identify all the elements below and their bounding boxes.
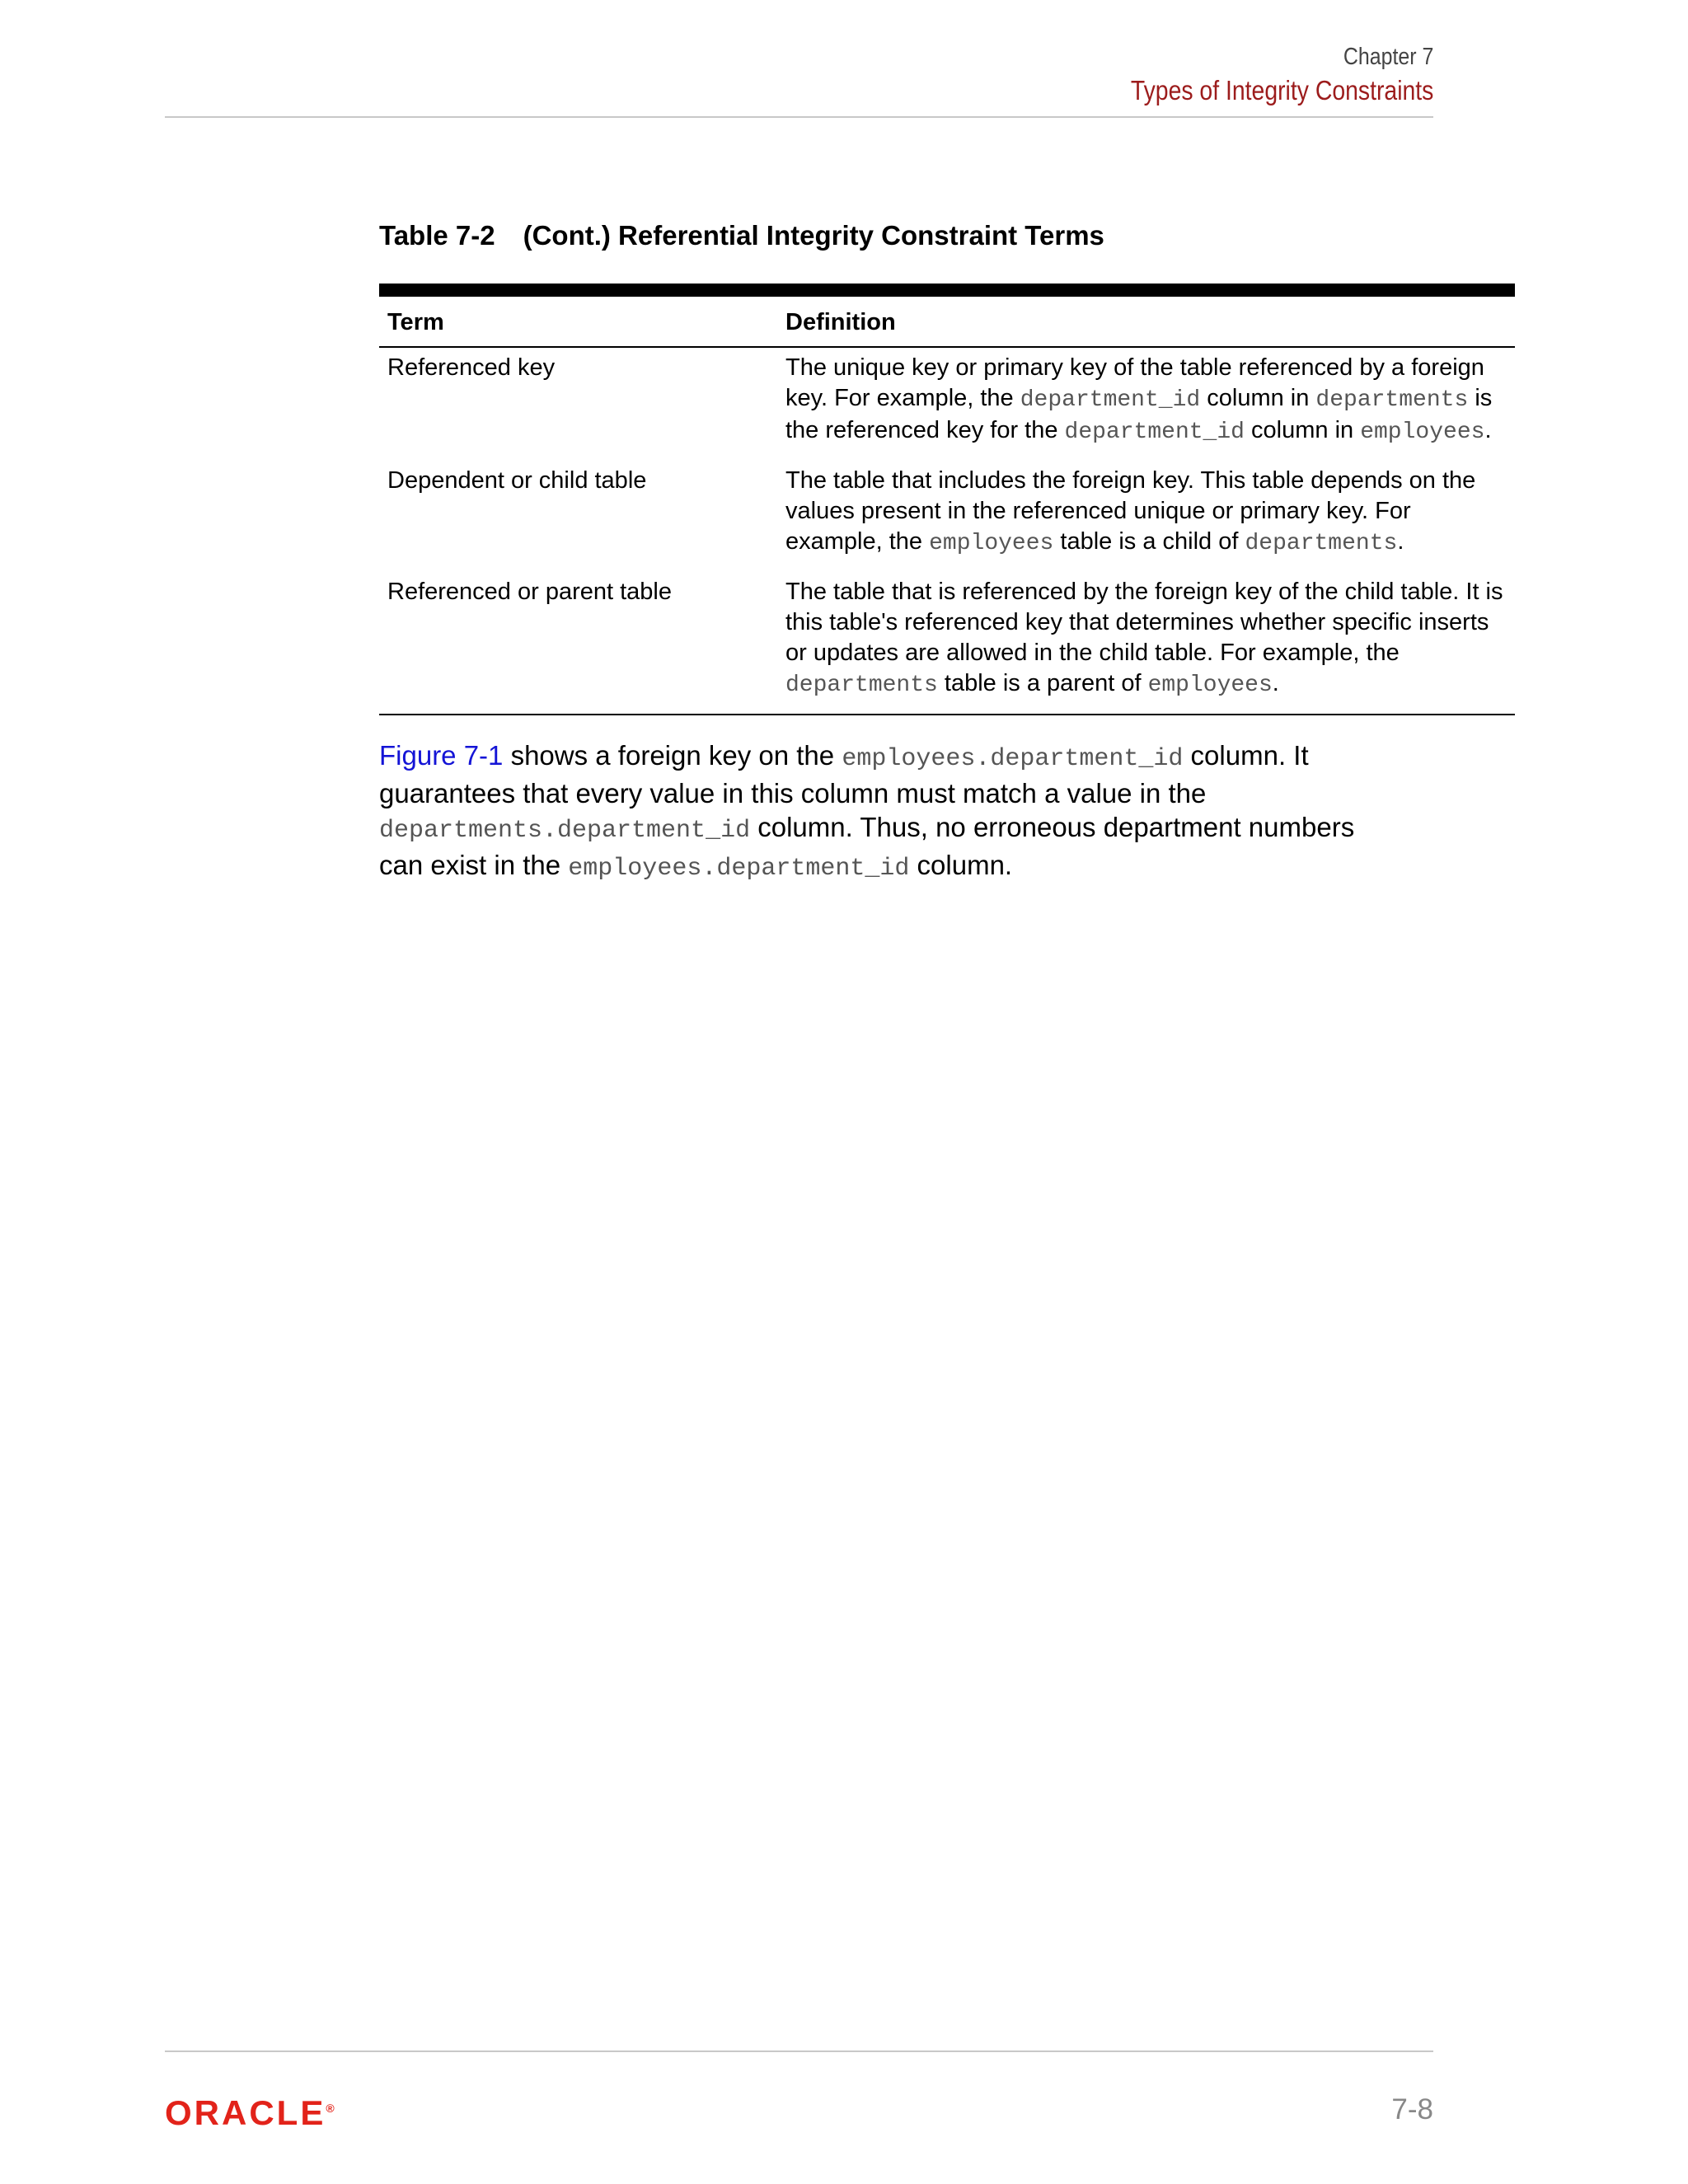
inline-code: employees.department_id [568,855,910,883]
inline-code: employees.department_id [842,745,1184,773]
paragraph-text: column. It guarantees that every value in this column must match a value in the [379,740,1309,808]
definition-text: is the referenced key for the [785,385,1493,443]
oracle-logo [165,2093,335,2133]
definition-cell [777,461,1515,572]
definition-text: The table that includes the foreign key. This table depends on the values present in the referenced unique or primary key. For example, the [785,467,1476,555]
definition-cell [777,347,1515,461]
table-title: (Cont.) Referential Integrity Constraint Terms [523,220,1104,251]
inline-code: employees [1147,673,1273,698]
paragraph-text: shows a foreign key on the [503,740,842,771]
section-title: Types of Integrity Constraints [1130,75,1433,105]
column-header-term: Term [379,290,777,347]
definition-text: . [1397,528,1404,555]
running-header [1130,41,1433,109]
paragraph-text: column. [909,850,1013,880]
definition-text: table is a parent of [937,670,1148,696]
definition-text: . [1484,417,1492,443]
inline-code: department_id [1064,419,1245,445]
term-cell: Dependent or child table [387,467,647,494]
body-paragraph [379,738,1401,886]
column-header-definition: Definition [777,290,1515,347]
definition-text: The table that is referenced by the foreign key of the child table. It is this table's referenced key that determines whether specific inserts or updates are allowed in the child table. For example, the [785,579,1503,666]
registered-mark: ® [326,2102,335,2115]
terms-table [379,284,1515,715]
table-body [379,347,1515,715]
inline-code: departments [785,673,938,698]
definition-text: column in [1244,417,1361,443]
header-divider [165,116,1433,118]
definition-text: . [1272,670,1279,696]
table-row [379,461,1515,572]
table-row [379,572,1515,715]
definition-cell [777,572,1515,715]
definition-text: column in [1200,385,1316,411]
inline-code: department_id [1020,387,1201,413]
table-row [379,347,1515,461]
footer-divider [165,2050,1433,2052]
chapter-label: Chapter 7 [1343,44,1433,70]
table-caption [379,216,1515,255]
page-number: 7-8 [1391,2093,1433,2125]
table-number: Table 7-2 [379,220,495,251]
definition-text: table is a child of [1053,528,1245,555]
inline-code: employees [929,531,1054,556]
main-content [379,216,1515,913]
term-cell: Referenced or parent table [387,579,672,605]
figure-link[interactable]: Figure 7-1 [379,740,504,771]
logo-text: ORACLE [165,2093,326,2132]
inline-code: departments [1315,387,1469,413]
inline-code: departments.department_id [379,817,751,845]
term-cell: Referenced key [387,354,556,381]
paragraph-text: column. Thus, no erroneous department numbers can exist in the [379,812,1355,880]
inline-code: departments [1245,531,1398,556]
definition-text: The unique key or primary key of the table referenced by a foreign key. For example, the [785,354,1484,411]
inline-code: employees [1360,419,1485,445]
table-header-row [379,290,1515,347]
